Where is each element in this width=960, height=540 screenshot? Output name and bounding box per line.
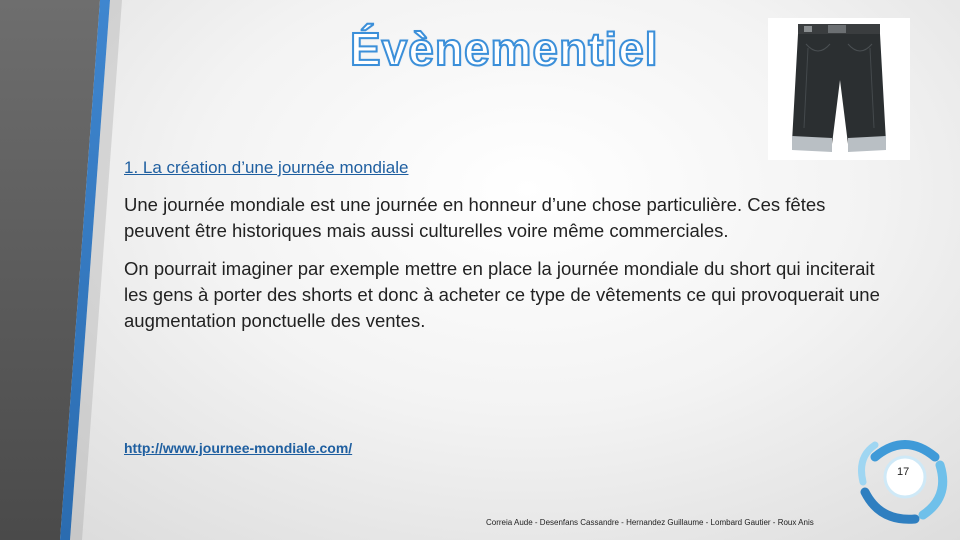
- paragraph-example: On pourrait imaginer par exemple mettre en place la journée mondiale du short qui inciterait les gens à porter des shorts et donc à acheter ce type de vêtements ce qui provoquerait une augmentation ponctuelle des ventes.: [124, 258, 880, 331]
- footer-authors: Correia Aude - Desenfans Cassandre - Hernandez Guillaume - Lombard Gautier - Roux Anis: [486, 518, 814, 527]
- page-number: 17: [897, 466, 910, 478]
- shorts-icon: [768, 18, 910, 160]
- journee-mondiale-link[interactable]: http://www.journee-mondiale.com/: [124, 440, 353, 456]
- shorts-image: [768, 18, 910, 160]
- paragraph-definition: Une journée mondiale est une journée en honneur d’une chose particulière. Ces fêtes peuvent être historiques mais aussi culturelles voire même commerciales.: [124, 194, 826, 241]
- slide-title: Évènementiel: [350, 23, 659, 75]
- section-heading: 1. La création d’une journée mondiale: [124, 158, 409, 177]
- slide-content: [124, 158, 884, 346]
